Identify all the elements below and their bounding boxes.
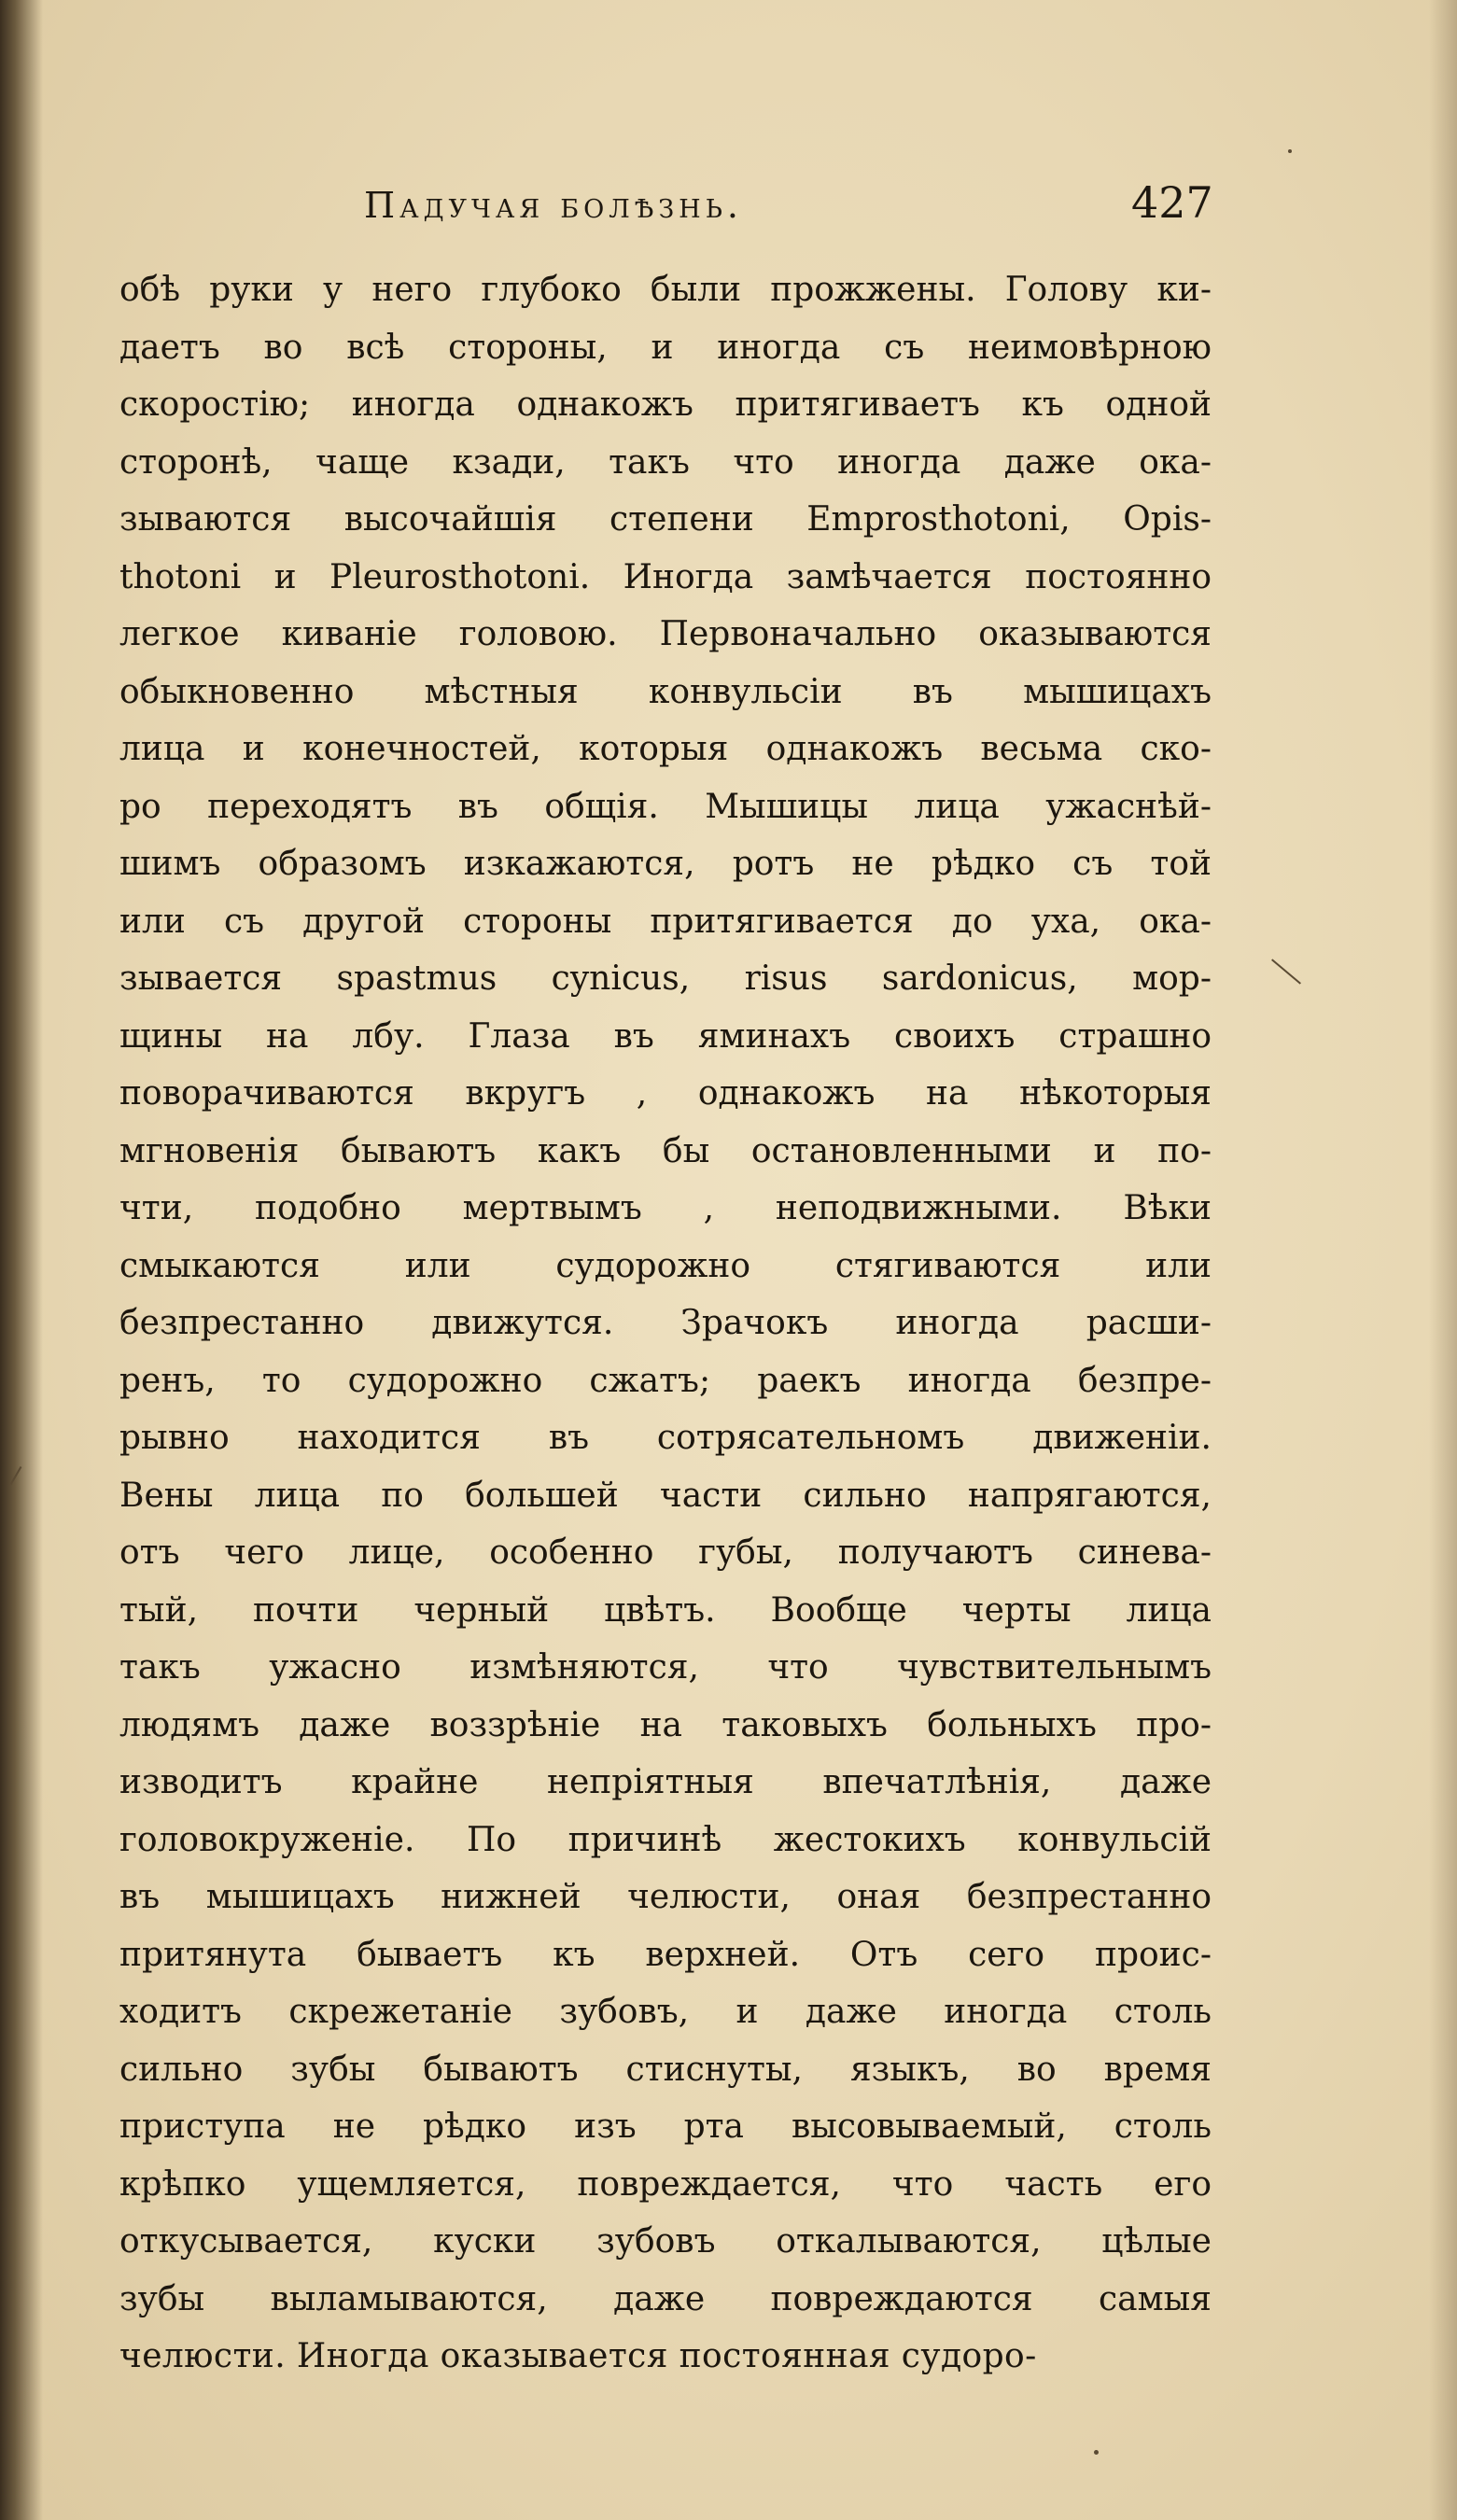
text-line: крѣпко ущемляется, повреждается, что часть его — [119, 2164, 1212, 2204]
text-line: скоростію; иногда однакожъ притягиваетъ къ одной — [119, 385, 1212, 424]
text-line: головокруженіе. По причинѣ жестокихъ конвульсій — [119, 1820, 1212, 1859]
text-line: thotoni и Pleurosthotoni. Иногда замѣчается постоянно — [119, 557, 1212, 596]
text-line: сторонѣ, чаще кзади, такъ что иногда даже ока- — [119, 442, 1212, 482]
text-line: смыкаются или судорожно стягиваются или — [119, 1246, 1212, 1285]
text-line: въ мышицахъ нижней челюсти, оная безпрестанно — [119, 1878, 1212, 1916]
text-line: зубы выламываются, даже повреждаются самыя — [119, 2279, 1212, 2318]
text-line: ренъ, то судорожно сжатъ; раекъ иногда безпре- — [119, 1361, 1212, 1400]
text-line: отъ чего лице, особенно губы, получаютъ синева- — [119, 1533, 1212, 1572]
running-title: Падучая болѣзнь. — [364, 185, 743, 226]
text-line: откусывается, куски зубовъ откалываются, цѣлые — [119, 2222, 1212, 2261]
text-line: шимъ образомъ изкажаются, ротъ не рѣдко съ той — [119, 845, 1212, 883]
text-line: челюсти. Иногда оказывается постоянная судоро- — [119, 2337, 1037, 2375]
text-line: изводитъ крайне непріятныя впечатлѣнія, даже — [119, 1763, 1212, 1801]
text-line: такъ ужасно измѣняются, что чувствительнымъ — [119, 1648, 1212, 1687]
binding-shadow — [0, 0, 43, 2520]
text-line: ходитъ скрежетаніе зубовъ, и даже иногда столь — [119, 1993, 1212, 2031]
text-line: сильно зубы бываютъ стиснуты, языкъ, во время — [119, 2050, 1212, 2089]
running-head — [0, 177, 1457, 243]
text-line: Вены лица по большей части сильно напрягаются, — [119, 1476, 1212, 1515]
text-line: притянута бываетъ къ верхней. Отъ сего проиc- — [119, 1935, 1212, 1974]
page-edge — [1429, 0, 1457, 2520]
text-line: щины на лбу. Глаза въ яминахъ своихъ страшно — [119, 1016, 1212, 1056]
text-line: поворачиваются вкругъ , однакожъ на нѣкоторыя — [119, 1074, 1212, 1113]
text-line: тый, почти черный цвѣтъ. Вообще черты лица — [119, 1590, 1212, 1630]
text-line: легкое киваніе головою. Первоначально оказываются — [119, 615, 1212, 653]
text-line: приступа не рѣдко изъ рта высовываемый, столь — [119, 2107, 1212, 2146]
text-line: чти, подобно мертвымъ , неподвижными. Вѣки — [119, 1189, 1212, 1227]
text-line: рывно находится въ сотрясательномъ движеніи. — [119, 1419, 1212, 1457]
body-text — [119, 261, 1212, 2386]
text-line: или съ другой стороны притягивается до уха, ока- — [119, 902, 1212, 941]
ink-speck — [1094, 2450, 1099, 2455]
text-line: даетъ во всѣ стороны, и иногда съ неимовѣрною — [119, 328, 1212, 367]
text-line: ро переходятъ въ общія. Мышицы лица ужаснѣй- — [119, 787, 1212, 826]
text-line: обыкновенно мѣстныя конвульсіи въ мышицахъ — [119, 672, 1212, 711]
text-line: людямъ даже воззрѣніе на таковыхъ больныхъ про- — [119, 1705, 1212, 1744]
page-number: 427 — [1131, 177, 1213, 228]
text-line: зывается spastmus cynicus, risus sardonicus, мор- — [119, 959, 1212, 998]
margin-stroke — [1271, 959, 1301, 984]
text-line: обѣ руки у него глубоко были прожжены. Голову ки- — [119, 271, 1212, 309]
text-line: зываются высочайшія степени Emprosthotoni, Opis- — [119, 500, 1212, 539]
text-line: безпрестанно движутся. Зрачокъ иногда расши- — [119, 1304, 1212, 1342]
text-line: лица и конечностей, которыя однакожъ весьма ско- — [119, 730, 1212, 768]
text-line: мгновенія бываютъ какъ бы остановленными и по- — [119, 1131, 1212, 1170]
ink-speck — [1288, 149, 1292, 153]
